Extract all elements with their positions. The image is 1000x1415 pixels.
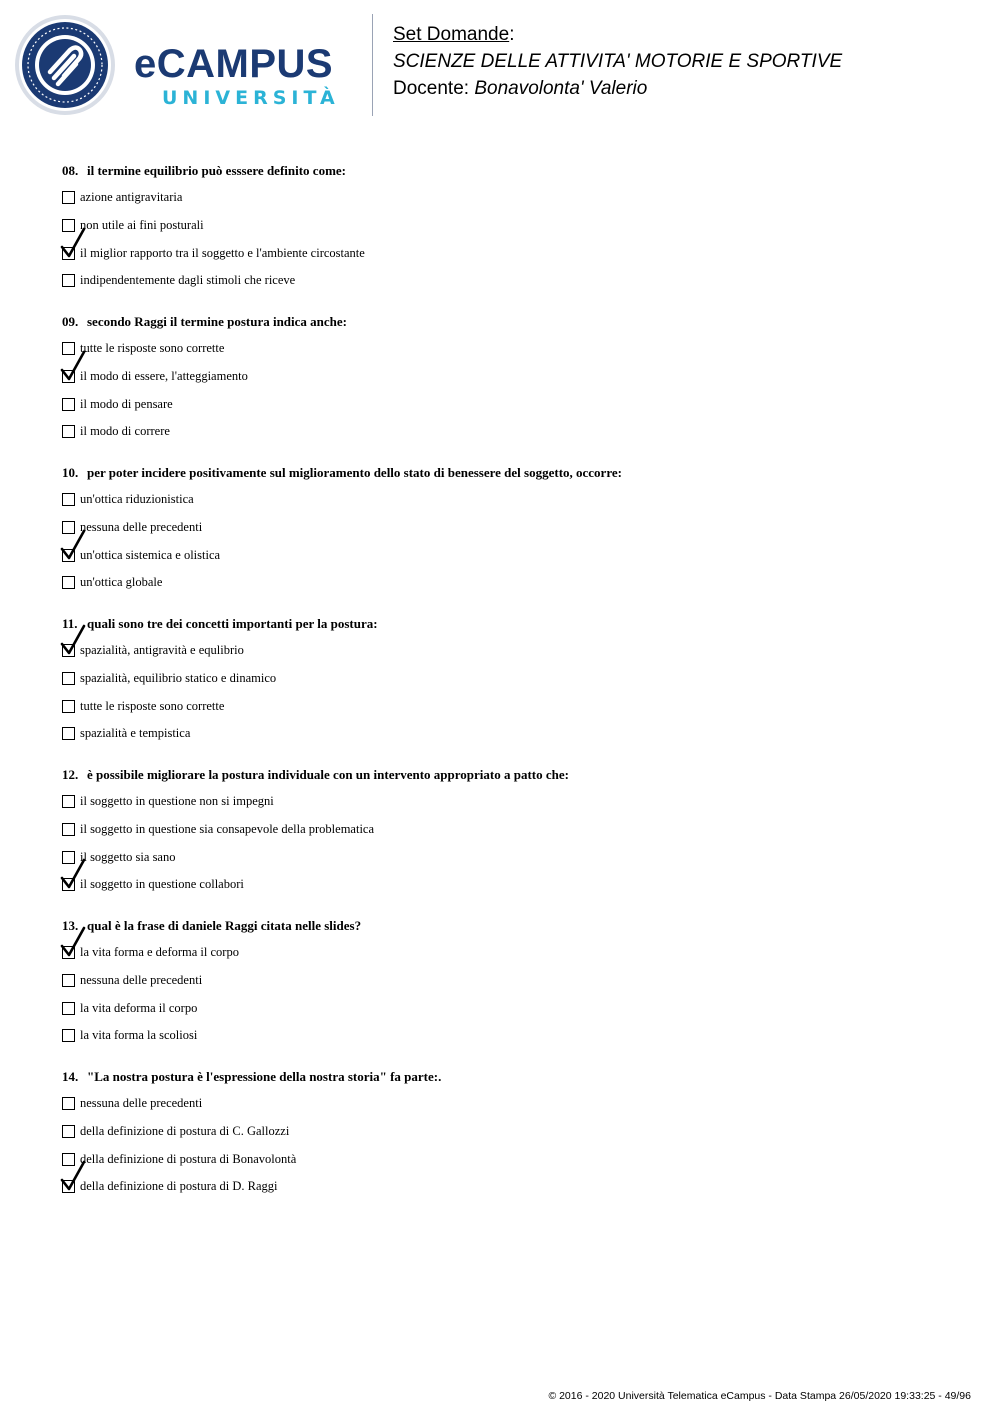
question-number: 13. — [62, 918, 79, 933]
question-number: 09. — [62, 314, 79, 329]
question-text: qual è la frase di daniele Raggi citata nelle slides? — [87, 918, 362, 933]
answer-label: della definizione di postura di Bonavolontà — [80, 1151, 297, 1166]
answer-checkbox[interactable] — [62, 1002, 75, 1015]
teacher-label: Docente: — [393, 78, 475, 99]
answer-option[interactable] — [62, 189, 762, 209]
answer-label: azione antigravitaria — [80, 190, 183, 204]
answer-label: un'ottica globale — [80, 575, 163, 590]
set-label: Set Domande — [393, 24, 510, 45]
question-block — [62, 465, 962, 590]
question-block — [62, 1069, 962, 1194]
answer-option-selected[interactable] — [62, 547, 762, 567]
answer-option-selected[interactable] — [62, 944, 762, 964]
answer-label: nessuna delle precedenti — [80, 972, 203, 987]
question-number: 10. — [62, 465, 79, 480]
question-text: quali sono tre dei concetti importanti per la postura: — [87, 616, 378, 631]
course-title: SCIENZE DELLE ATTIVITA' MOTORIE E SPORTIVE — [393, 51, 843, 72]
question-title — [62, 163, 962, 179]
question-title — [62, 1069, 962, 1085]
answer-option[interactable] — [62, 972, 762, 992]
question-text: secondo Raggi il termine postura indica anche: — [87, 314, 347, 329]
answer-label: un'ottica sistemica e olistica — [80, 547, 221, 562]
answer-option[interactable] — [62, 340, 762, 360]
answer-label: il soggetto in questione collabori — [80, 877, 244, 892]
answer-label: il modo di pensare — [80, 396, 173, 411]
answer-checkbox[interactable] — [62, 672, 75, 685]
answer-checkbox[interactable] — [62, 823, 75, 836]
answer-label: indipendentemente dagli stimoli che riceve — [80, 273, 296, 288]
answer-option[interactable] — [62, 1095, 762, 1115]
question-text: "La nostra postura è l'espressione della nostra storia" fa parte:. — [87, 1069, 442, 1084]
answer-checkbox[interactable] — [62, 576, 75, 589]
answer-option[interactable] — [62, 725, 762, 745]
answer-checkbox[interactable] — [62, 700, 75, 713]
answer-label: la vita forma la scoliosi — [80, 1028, 198, 1043]
answer-option-selected[interactable] — [62, 642, 762, 662]
answer-label: il soggetto sia sano — [80, 849, 176, 864]
question-block — [62, 163, 962, 288]
answer-option[interactable] — [62, 1027, 762, 1047]
set-title — [393, 21, 842, 48]
logo-text: eCAMPUS — [134, 42, 334, 86]
logo-subtext: UNIVERSITÀ — [162, 87, 340, 109]
question-title — [62, 616, 962, 632]
header-divider — [372, 14, 373, 116]
answer-option[interactable] — [62, 1151, 762, 1171]
answer-option[interactable] — [62, 1000, 762, 1020]
university-seal-logo — [14, 14, 116, 116]
answer-label: il soggetto in questione sia consapevole della problematica — [80, 821, 375, 836]
question-block — [62, 767, 962, 892]
page-footer: © 2016 - 2020 Università Telematica eCampus - Data Stampa 26/05/2020 19:33:25 - 49/96 — [548, 1390, 971, 1402]
answer-option[interactable] — [62, 423, 762, 443]
question-title — [62, 465, 962, 481]
answer-label: la vita forma e deforma il corpo — [80, 945, 239, 959]
answer-label: nessuna delle precedenti — [80, 1096, 203, 1110]
answer-checkbox[interactable] — [62, 1097, 75, 1110]
question-block — [62, 616, 962, 741]
answer-checkbox[interactable] — [62, 425, 75, 438]
answer-label: il modo di correre — [80, 424, 170, 439]
answer-option[interactable] — [62, 519, 762, 539]
answer-option[interactable] — [62, 670, 762, 690]
teacher-name: Bonavolonta' Valerio — [474, 78, 648, 99]
answer-checkbox[interactable] — [62, 1029, 75, 1042]
answer-label: spazialità e tempistica — [80, 726, 191, 741]
answer-option[interactable] — [62, 491, 762, 511]
set-colon: : — [509, 24, 515, 45]
answer-option-selected[interactable] — [62, 1178, 762, 1198]
question-title — [62, 314, 962, 330]
answer-label: spazialità, antigravità e equlibrio — [80, 643, 244, 657]
answer-checkbox[interactable] — [62, 795, 75, 808]
answer-label: la vita deforma il corpo — [80, 1000, 198, 1015]
question-block — [62, 314, 962, 439]
answer-checkbox[interactable] — [62, 974, 75, 987]
answer-option[interactable] — [62, 698, 762, 718]
answer-checkbox[interactable] — [62, 493, 75, 506]
answer-checkbox[interactable] — [62, 1125, 75, 1138]
answer-option[interactable] — [62, 217, 762, 237]
answer-label: il miglior rapporto tra il soggetto e l'ambiente circostante — [80, 245, 365, 260]
answer-label: tutte le risposte sono corrette — [80, 341, 225, 355]
answer-option[interactable] — [62, 396, 762, 416]
answer-checkbox[interactable] — [62, 398, 75, 411]
question-title — [62, 918, 962, 934]
answer-option[interactable] — [62, 849, 762, 869]
answer-label: il modo di essere, l'atteggiamento — [80, 368, 248, 383]
document-header — [393, 21, 842, 102]
answer-option[interactable] — [62, 1123, 762, 1143]
question-number: 11. — [62, 616, 78, 631]
answer-option[interactable] — [62, 574, 762, 594]
ecampus-wordmark — [134, 42, 356, 112]
answer-label: tutte le risposte sono corrette — [80, 698, 225, 713]
teacher-line — [393, 75, 842, 102]
answer-option-selected[interactable] — [62, 245, 762, 265]
answer-label: il soggetto in questione non si impegni — [80, 794, 274, 808]
answer-label: non utile ai fini posturali — [80, 217, 204, 232]
question-text: il termine equilibrio può esssere definito come: — [87, 163, 347, 178]
answer-label: un'ottica riduzionistica — [80, 492, 194, 506]
question-text: è possibile migliorare la postura individuale con un intervento appropriato a patto che: — [87, 767, 569, 782]
question-number: 14. — [62, 1069, 79, 1084]
question-number: 12. — [62, 767, 79, 782]
answer-option[interactable] — [62, 793, 762, 813]
answer-checkbox[interactable] — [62, 191, 75, 204]
answer-option-selected[interactable] — [62, 368, 762, 388]
answer-label: della definizione di postura di C. Gallozzi — [80, 1123, 290, 1138]
question-text: per poter incidere positivamente sul miglioramento dello stato di benessere del soggetto, occorre: — [87, 465, 622, 480]
answer-option[interactable] — [62, 821, 762, 841]
question-number: 08. — [62, 163, 79, 178]
answer-label: della definizione di postura di D. Raggi — [80, 1179, 278, 1194]
answer-label: spazialità, equilibrio statico e dinamico — [80, 670, 277, 685]
answer-option[interactable] — [62, 272, 762, 292]
answer-checkbox[interactable] — [62, 274, 75, 287]
answer-checkbox[interactable] — [62, 727, 75, 740]
question-block — [62, 918, 962, 1043]
question-title — [62, 767, 962, 783]
answer-label: nessuna delle precedenti — [80, 519, 203, 534]
answer-option-selected[interactable] — [62, 876, 762, 896]
